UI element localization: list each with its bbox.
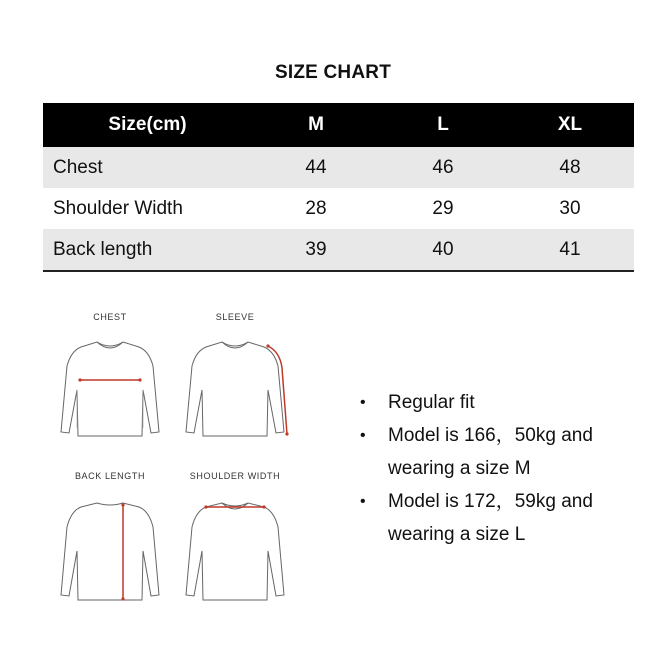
note-text: Regular fit [388,392,475,413]
bullet-icon: • [360,493,366,510]
tshirt-back-icon [55,487,165,607]
cell-xl: 30 [559,197,581,219]
tshirt-front-icon [55,328,165,448]
cell-l: 29 [432,197,454,219]
header-l: L [380,103,506,147]
cell-l: 46 [380,147,506,188]
tshirt-front-icon [180,487,290,607]
table-row [43,229,634,271]
row-label: Chest [43,147,252,188]
note-text: Model is 172，59kg and wearing a size L [388,491,593,545]
row-label: Back length [43,229,252,271]
list-item [360,485,650,551]
cell-xl: 48 [506,147,634,188]
diagram-caption: BACK LENGTH [74,471,146,481]
note-text: Model is 166，50kg and wearing a size M [388,425,593,479]
cell-m: 28 [305,197,327,219]
bullet-icon: • [360,394,366,411]
cell-m: 44 [252,147,380,188]
cell-xl: 41 [506,229,634,271]
cell-m: 39 [252,229,380,271]
size-chart-title: SIZE CHART [275,62,391,83]
fit-notes-list [360,386,650,551]
table-row [43,147,634,188]
diagram-caption: SHOULDER WIDTH [189,471,281,481]
sleeve-diagram [180,312,290,447]
table-row [43,188,634,229]
table-header-row [43,103,634,147]
list-item [360,419,650,485]
header-size: Size(cm) [43,103,252,147]
back-length-diagram [55,471,165,606]
tshirt-front-icon [180,328,290,448]
header-xl: XL [506,103,634,147]
shoulder-width-diagram [180,471,290,606]
chest-diagram [55,312,165,447]
header-m: M [252,103,380,147]
row-label: Shoulder Width [53,197,183,219]
bullet-icon: • [360,427,366,444]
list-item [360,386,650,419]
size-table [43,103,634,272]
cell-l: 40 [380,229,506,271]
diagram-caption: CHEST [93,312,127,322]
diagram-caption: SLEEVE [215,312,255,322]
